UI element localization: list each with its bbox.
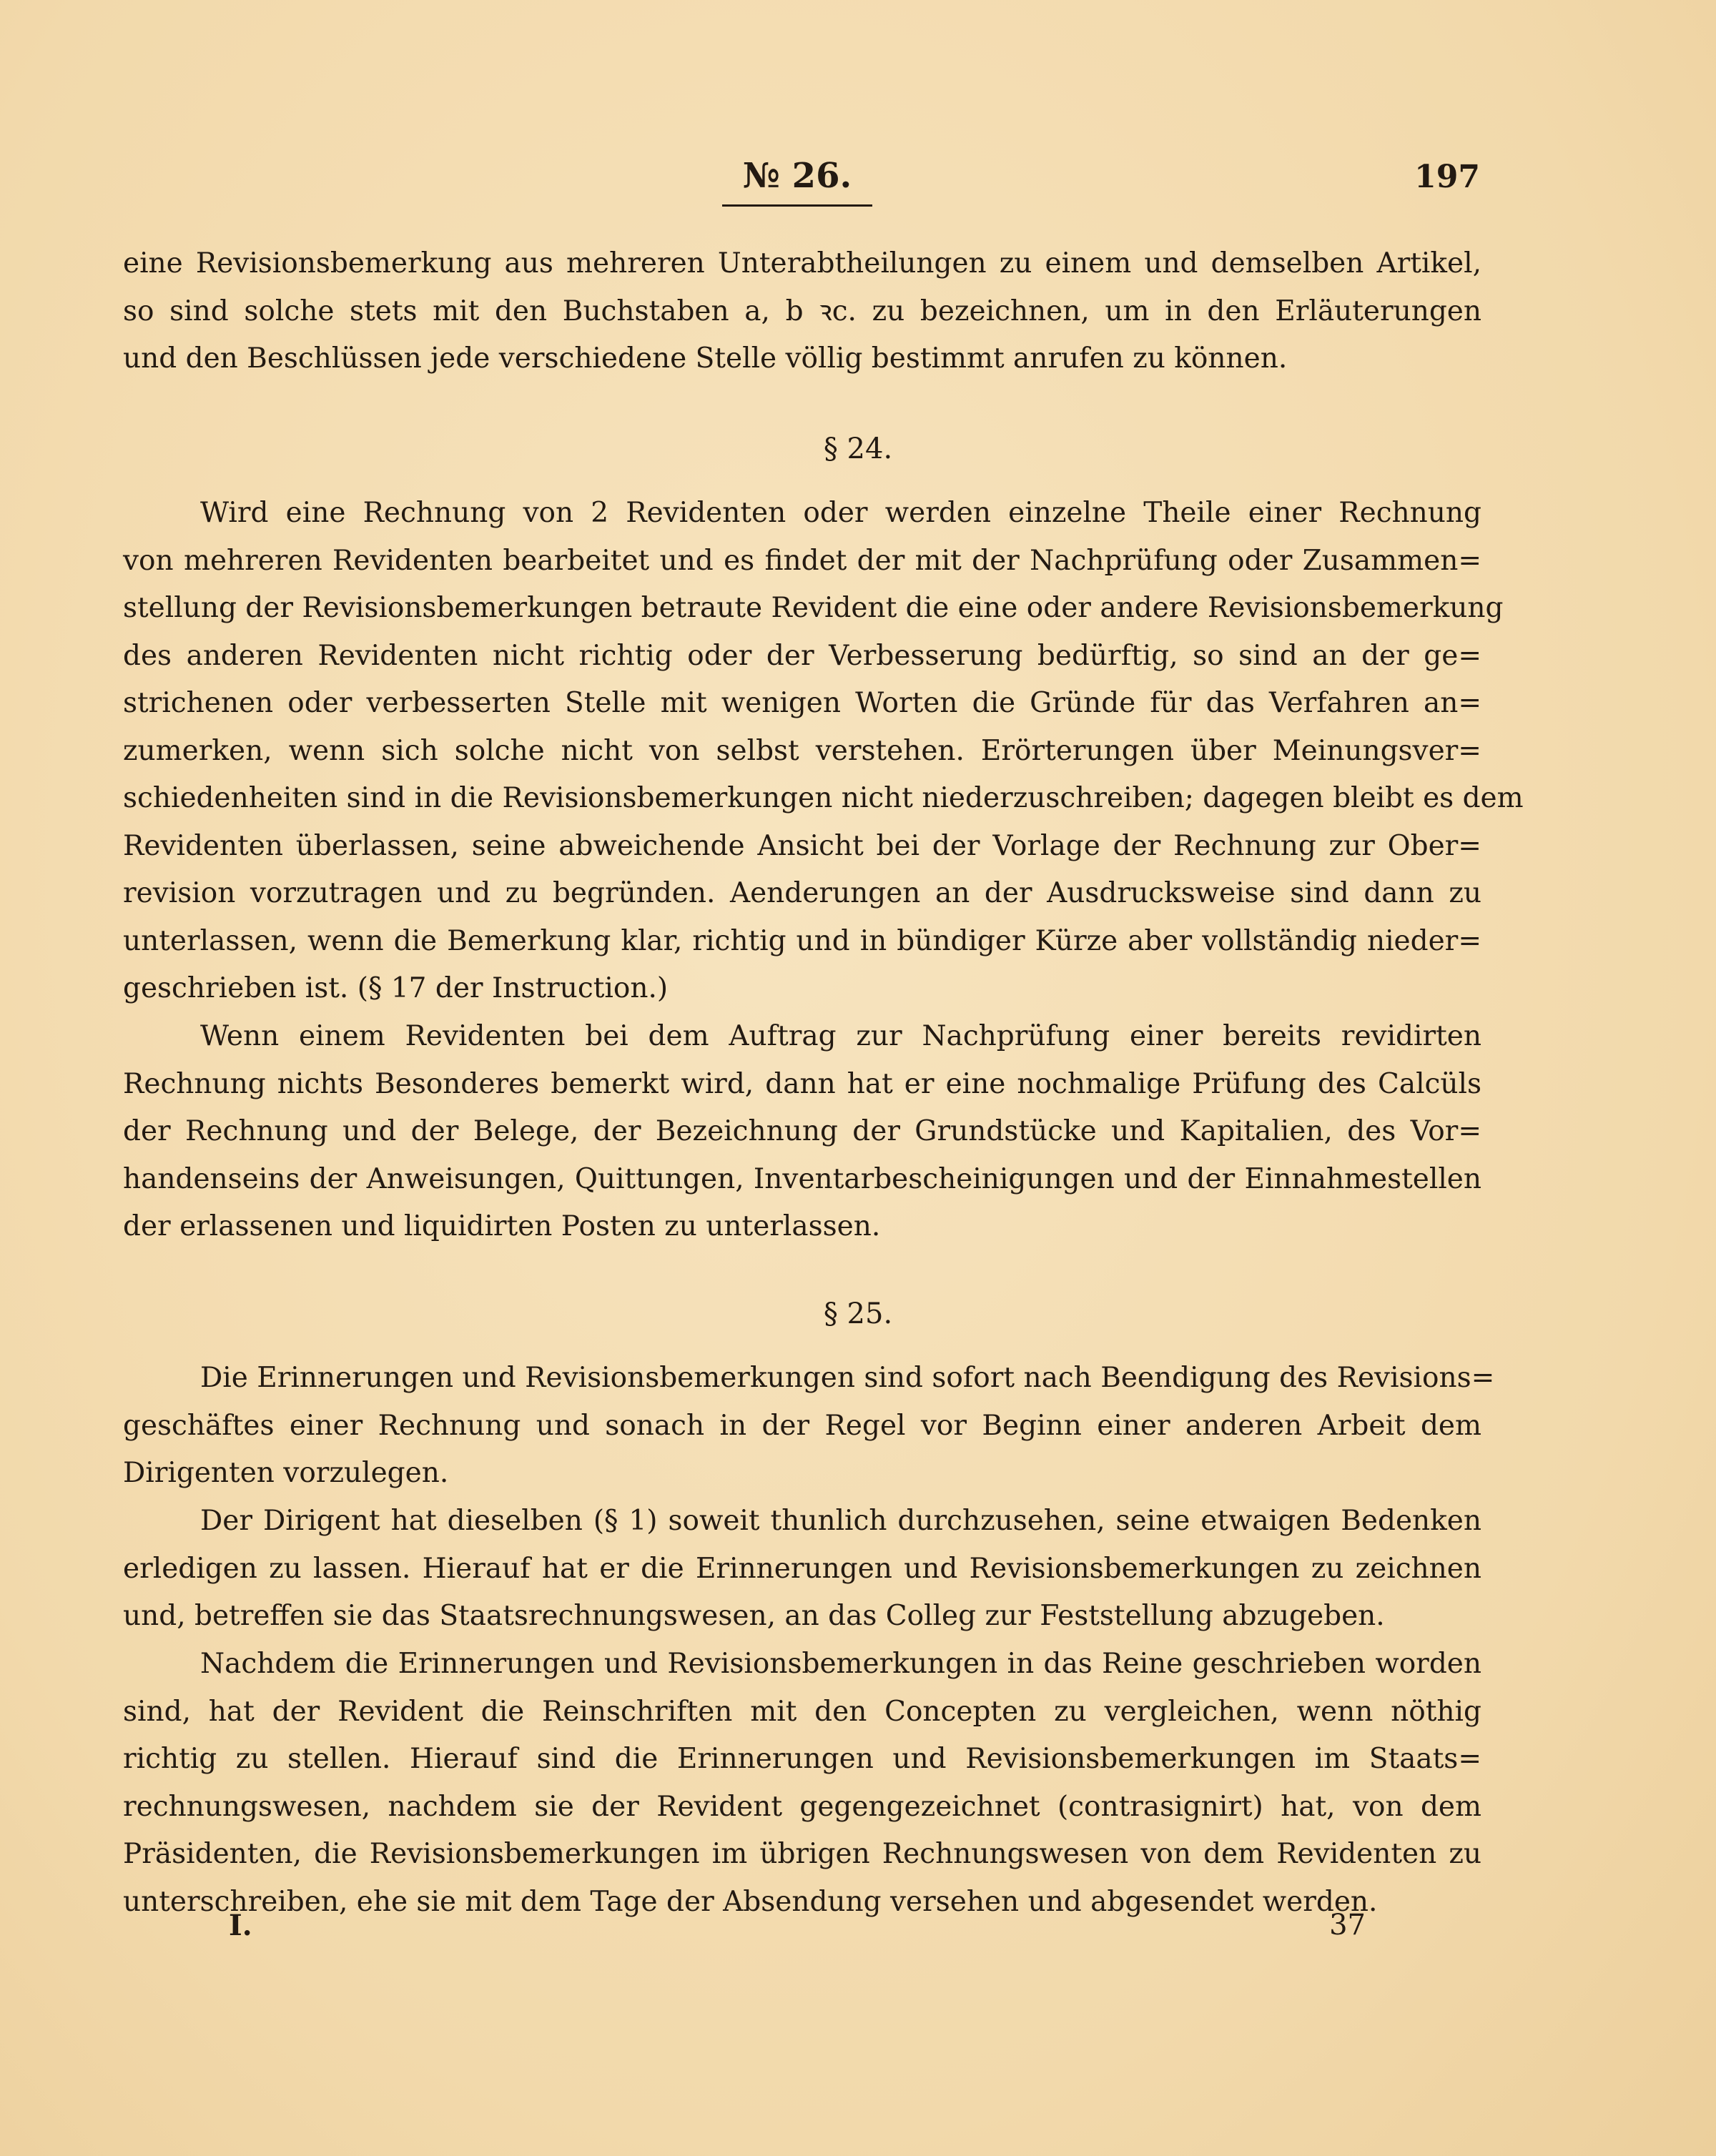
sheet-number: 37 <box>1329 1909 1366 1942</box>
text-line: der Rechnung und der Belege, der Bezeichnung der Grundstücke und Kapitalien, des Vor= <box>123 1115 1481 1147</box>
section-25-paragraph-3 <box>123 1641 1481 1926</box>
text-line: schiedenheiten sind in die Revisionsbemerkungen nicht niederzuschreiben; dagegen bleibt es dem <box>123 782 1524 814</box>
text-line: von mehreren Revidenten bearbeitet und es findet der mit der Nachprüfung oder Zusammen= <box>123 544 1481 577</box>
text-line: des anderen Revidenten nicht richtig oder der Verbesserung bedürftig, so sind an der ge= <box>123 639 1481 672</box>
text-line: rechnungswesen, nachdem sie der Revident gegengezeichnet (contrasignirt) hat, von dem <box>123 1790 1481 1823</box>
section-24-paragraph-2 <box>123 1013 1481 1251</box>
text-line: und, betreffen sie das Staatsrechnungswesen, an das Colleg zur Feststellung abzugeben. <box>123 1600 1385 1632</box>
text-line: Wenn einem Revidenten bei dem Auftrag zur Nachprüfung einer bereits revidirten <box>200 1020 1481 1052</box>
section-25-paragraph-2 <box>123 1498 1481 1641</box>
signature-mark: I. <box>229 1909 252 1942</box>
issue-number: № 26. <box>742 156 852 196</box>
section-heading-24: § 24. <box>823 432 893 465</box>
text-line: Die Erinnerungen und Revisionsbemerkungen sind sofort nach Beendigung des Revisions= <box>200 1362 1495 1394</box>
text-line: erledigen zu lassen. Hierauf hat er die Erinnerungen und Revisionsbemerkungen zu zeichnen <box>123 1552 1481 1585</box>
text-line: strichenen oder verbesserten Stelle mit wenigen Worten die Gründe für das Verfahren an= <box>123 687 1481 719</box>
text-line: Wird eine Rechnung von 2 Revidenten oder werden einzelne Theile einer Rechnung <box>200 497 1481 529</box>
page-number: 197 <box>1414 159 1480 195</box>
text-line: sind, hat der Revident die Reinschriften mit den Concepten zu vergleichen, wenn nöthig <box>123 1695 1481 1728</box>
header-rule <box>722 204 872 207</box>
text-line: unterlassen, wenn die Bemerkung klar, richtig und in bündiger Kürze aber vollständig nieder= <box>123 924 1481 957</box>
text-line: und den Beschlüssen jede verschiedene Stelle völlig bestimmt anrufen zu können. <box>123 342 1288 375</box>
text-line: geschrieben ist. (§ 17 der Instruction.) <box>123 972 669 1004</box>
section-24-paragraph-1 <box>123 490 1524 1013</box>
text-line: unterschreiben, ehe sie mit dem Tage der Absendung versehen und abgesendet werden. <box>123 1885 1378 1918</box>
text-line: Dirigenten vorzulegen. <box>123 1457 449 1489</box>
text-line: handenseins der Anweisungen, Quittungen, Inventarbescheinigungen und der Einnahmestellen <box>123 1162 1481 1195</box>
text-line: richtig zu stellen. Hierauf sind die Erinnerungen und Revisionsbemerkungen im Staats= <box>123 1743 1481 1775</box>
text-line: Nachdem die Erinnerungen und Revisionsbemerkungen in das Reine geschrieben worden <box>200 1648 1481 1680</box>
text-line: revision vorzutragen und zu begründen. Aenderungen an der Ausdrucksweise sind dann zu <box>123 877 1481 909</box>
text-line: eine Revisionsbemerkung aus mehreren Unterabtheilungen zu einem und demselben Artikel, <box>123 247 1481 280</box>
text-line: Revidenten überlassen, seine abweichende Ansicht bei der Vorlage der Rechnung zur Ober= <box>123 829 1481 862</box>
text-line: Der Dirigent hat dieselben (§ 1) soweit thunlich durchzusehen, seine etwaigen Bedenken <box>200 1505 1481 1537</box>
text-line: zumerken, wenn sich solche nicht von selbst verstehen. Erörterungen über Meinungsver= <box>123 734 1481 767</box>
text-line: stellung der Revisionsbemerkungen betraute Revident die eine oder andere Revisionsbemerkung <box>123 592 1504 624</box>
text-line: Präsidenten, die Revisionsbemerkungen im übrigen Rechnungswesen von dem Revidenten zu <box>123 1838 1481 1870</box>
section-heading-25: § 25. <box>823 1297 893 1330</box>
text-line: der erlassenen und liquidirten Posten zu unterlassen. <box>123 1210 881 1242</box>
text-line: geschäftes einer Rechnung und sonach in der Regel vor Beginn einer anderen Arbeit dem <box>123 1409 1481 1442</box>
intro-paragraph <box>123 240 1481 383</box>
section-25-paragraph-1 <box>123 1355 1495 1498</box>
text-line: Rechnung nichts Besonderes bemerkt wird, dann hat er eine nochmalige Prüfung des Calcüls <box>123 1067 1481 1100</box>
text-line: so sind solche stets mit den Buchstaben a, b ꝛc. zu bezeichnen, um in den Erläuterungen <box>123 295 1481 327</box>
